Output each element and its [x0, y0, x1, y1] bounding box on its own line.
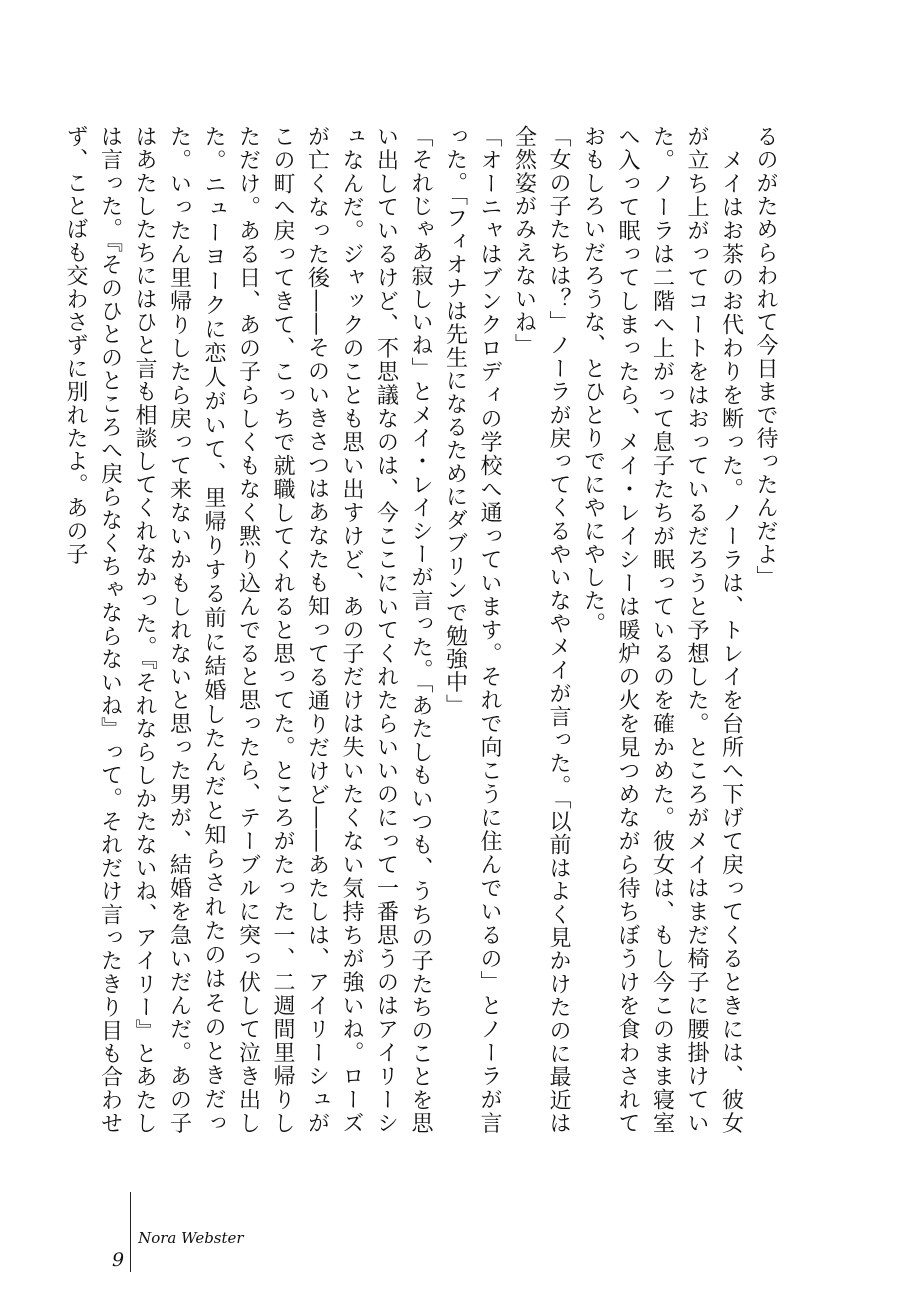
- paragraph-2: メイはお茶のお代わりを断った。ノーラは、トレイを台所へ下げて戻ってくるときには、彼女が立ち上がってコートをはおっているだろうと予想した。ところがメイはまだ椅子に腰掛けていた。ノーラは二階へ上がって息子たちが眠っているのを確かめた。彼女は、もし今このまま寝室へ入って眠ってしまったら、メイ・レイシーは暖炉の火を見つめながら待ちぼうけを食わされておもしろいだろうな、とひとりでにやにやした。: [580, 125, 744, 1135]
- paragraph-4: 「オーニャはブンクロディの学校へ通っています。それで向こうに住んでいるの」とノーラが言った。「フィオナは先生になるためにダブリンで勉強中」: [442, 125, 502, 1135]
- paragraph-5: 「それじゃあ寂しいね」とメイ・レイシーが言った。「あたしもいつも、うちの子たちのことを思い出しているけど、不思議なのは、今ここにいてくれたらいいのにって一番思うのはアイリーシュなんだ。ジャックのことも思い出すけど、あの子だけは失いたくない気持ちが強いね。ローズが亡くなった後――そのいきさつはあなたも知ってる通りだけど――あたしは、アイリーシュがこの町へ戻ってきて、こっちで就職してくれると思ってた。ところがたった一、二週間里帰りしただけ。ある日、あの子らしくもなく黙り込んでると思ったら、テーブルに突っ伏して泣き出した。ニューヨークに恋人がいて、里帰りする前に結婚したんだと知らされたのはそのときだった。いったん里帰りしたら戻って来ないかもしれないと思った男が、結婚を急いだんだ。あの子はあたしたちにはひと言も相談してくれなかった。『それならしかたないね、アイリー』とあたしは言った。『そのひとのところへ戻らなくちゃならないね』って。それだけ言ったきり目も合わせず、ことばも交わさずに別れたよ。あの子: [63, 125, 433, 1135]
- vertical-text-block: [63, 125, 782, 1135]
- running-title: Nora Webster: [138, 1229, 244, 1247]
- paragraph-1: るのがためらわれて今日まで待ったんだよ」: [753, 125, 778, 589]
- paragraph-3: 「女の子たちは？」ノーラが戻ってくるやいなやメイが言った。「以前はよく見かけたのに最近は全然姿がみえないね」: [511, 125, 571, 1135]
- page-number: 9: [112, 1249, 125, 1271]
- page-footer: [112, 1192, 244, 1272]
